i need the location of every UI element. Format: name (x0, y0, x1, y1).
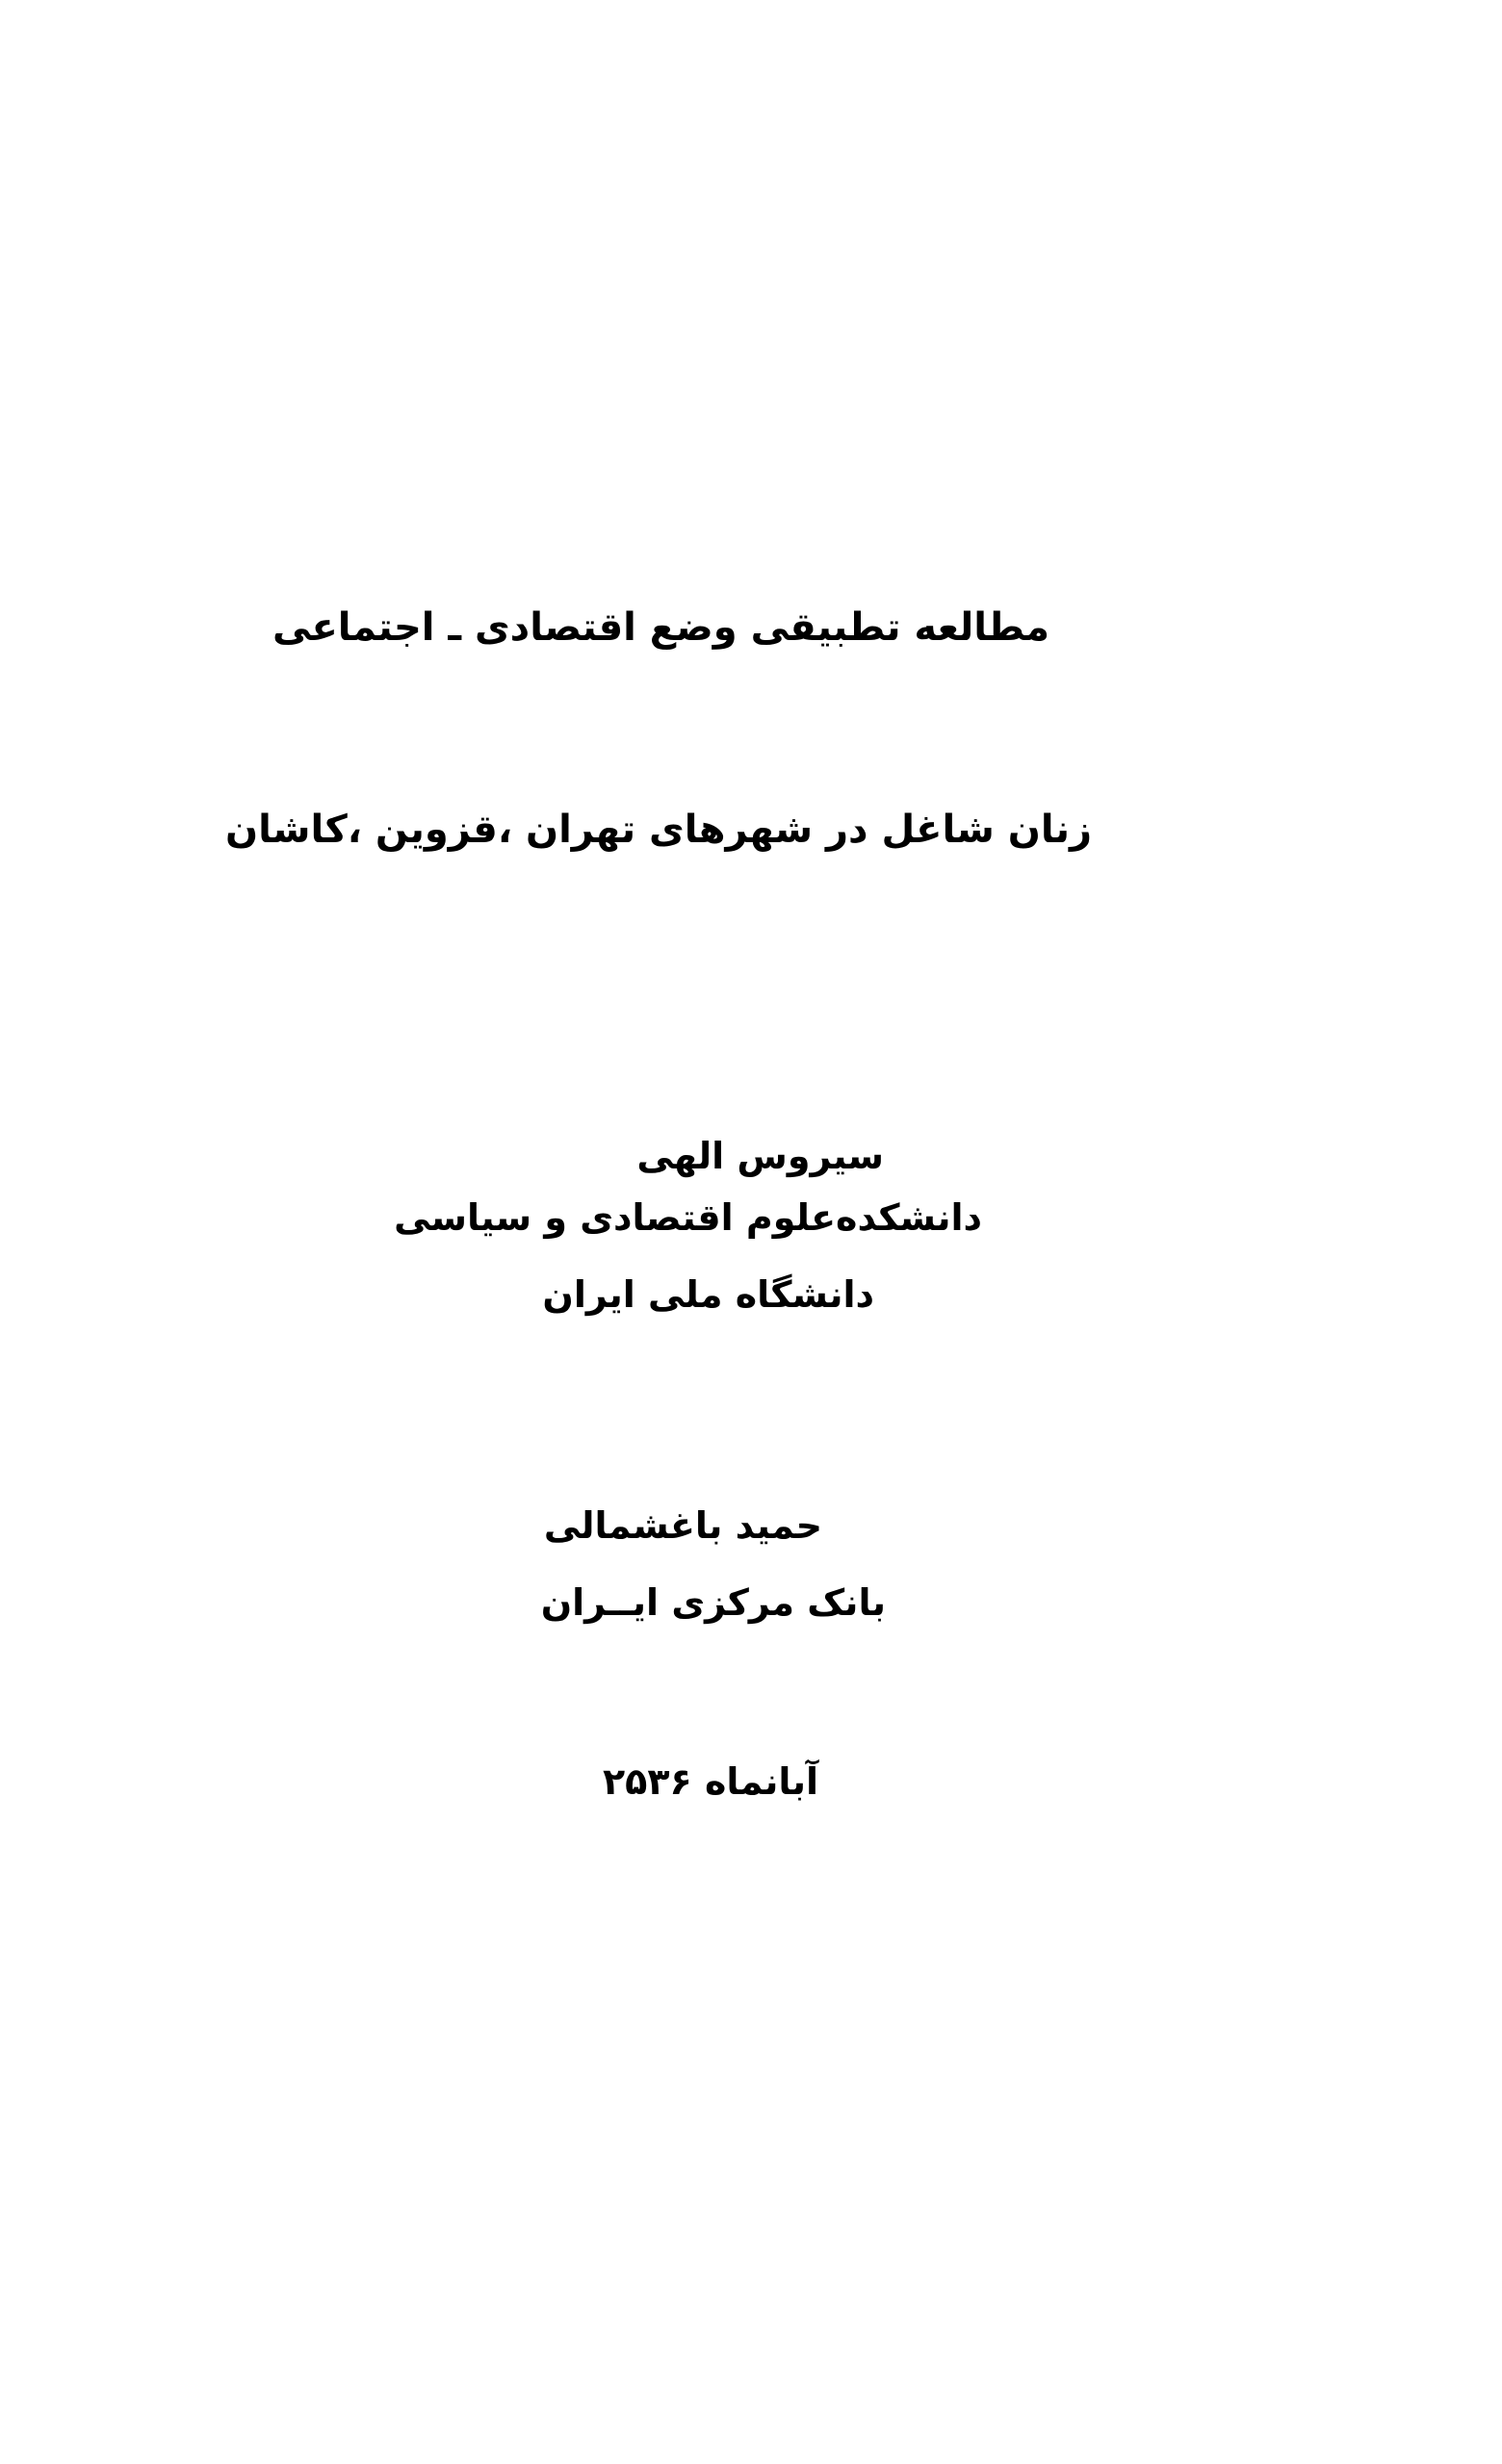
author-1-department: دانشکده‌علوم اقتصادی و سیاسی (394, 1196, 982, 1239)
title-line-1: مطالعه تطبیقی وضع اقتصادی ـ اجتماعی (272, 605, 1049, 650)
author-1-university: دانشگاه ملی ایران (542, 1273, 874, 1316)
publication-date: آبانماه ۲۵۳۶ (602, 1760, 818, 1803)
author-2-name: حمید باغشمالی (543, 1504, 822, 1547)
title-line-2: زنان شاغل در شهرهای تهران ،قزوین ،کاشان (224, 808, 1092, 852)
author-2-organization: بانک مرکزی ایــران (540, 1581, 886, 1624)
author-1-name: سیروس الهی (636, 1135, 884, 1177)
